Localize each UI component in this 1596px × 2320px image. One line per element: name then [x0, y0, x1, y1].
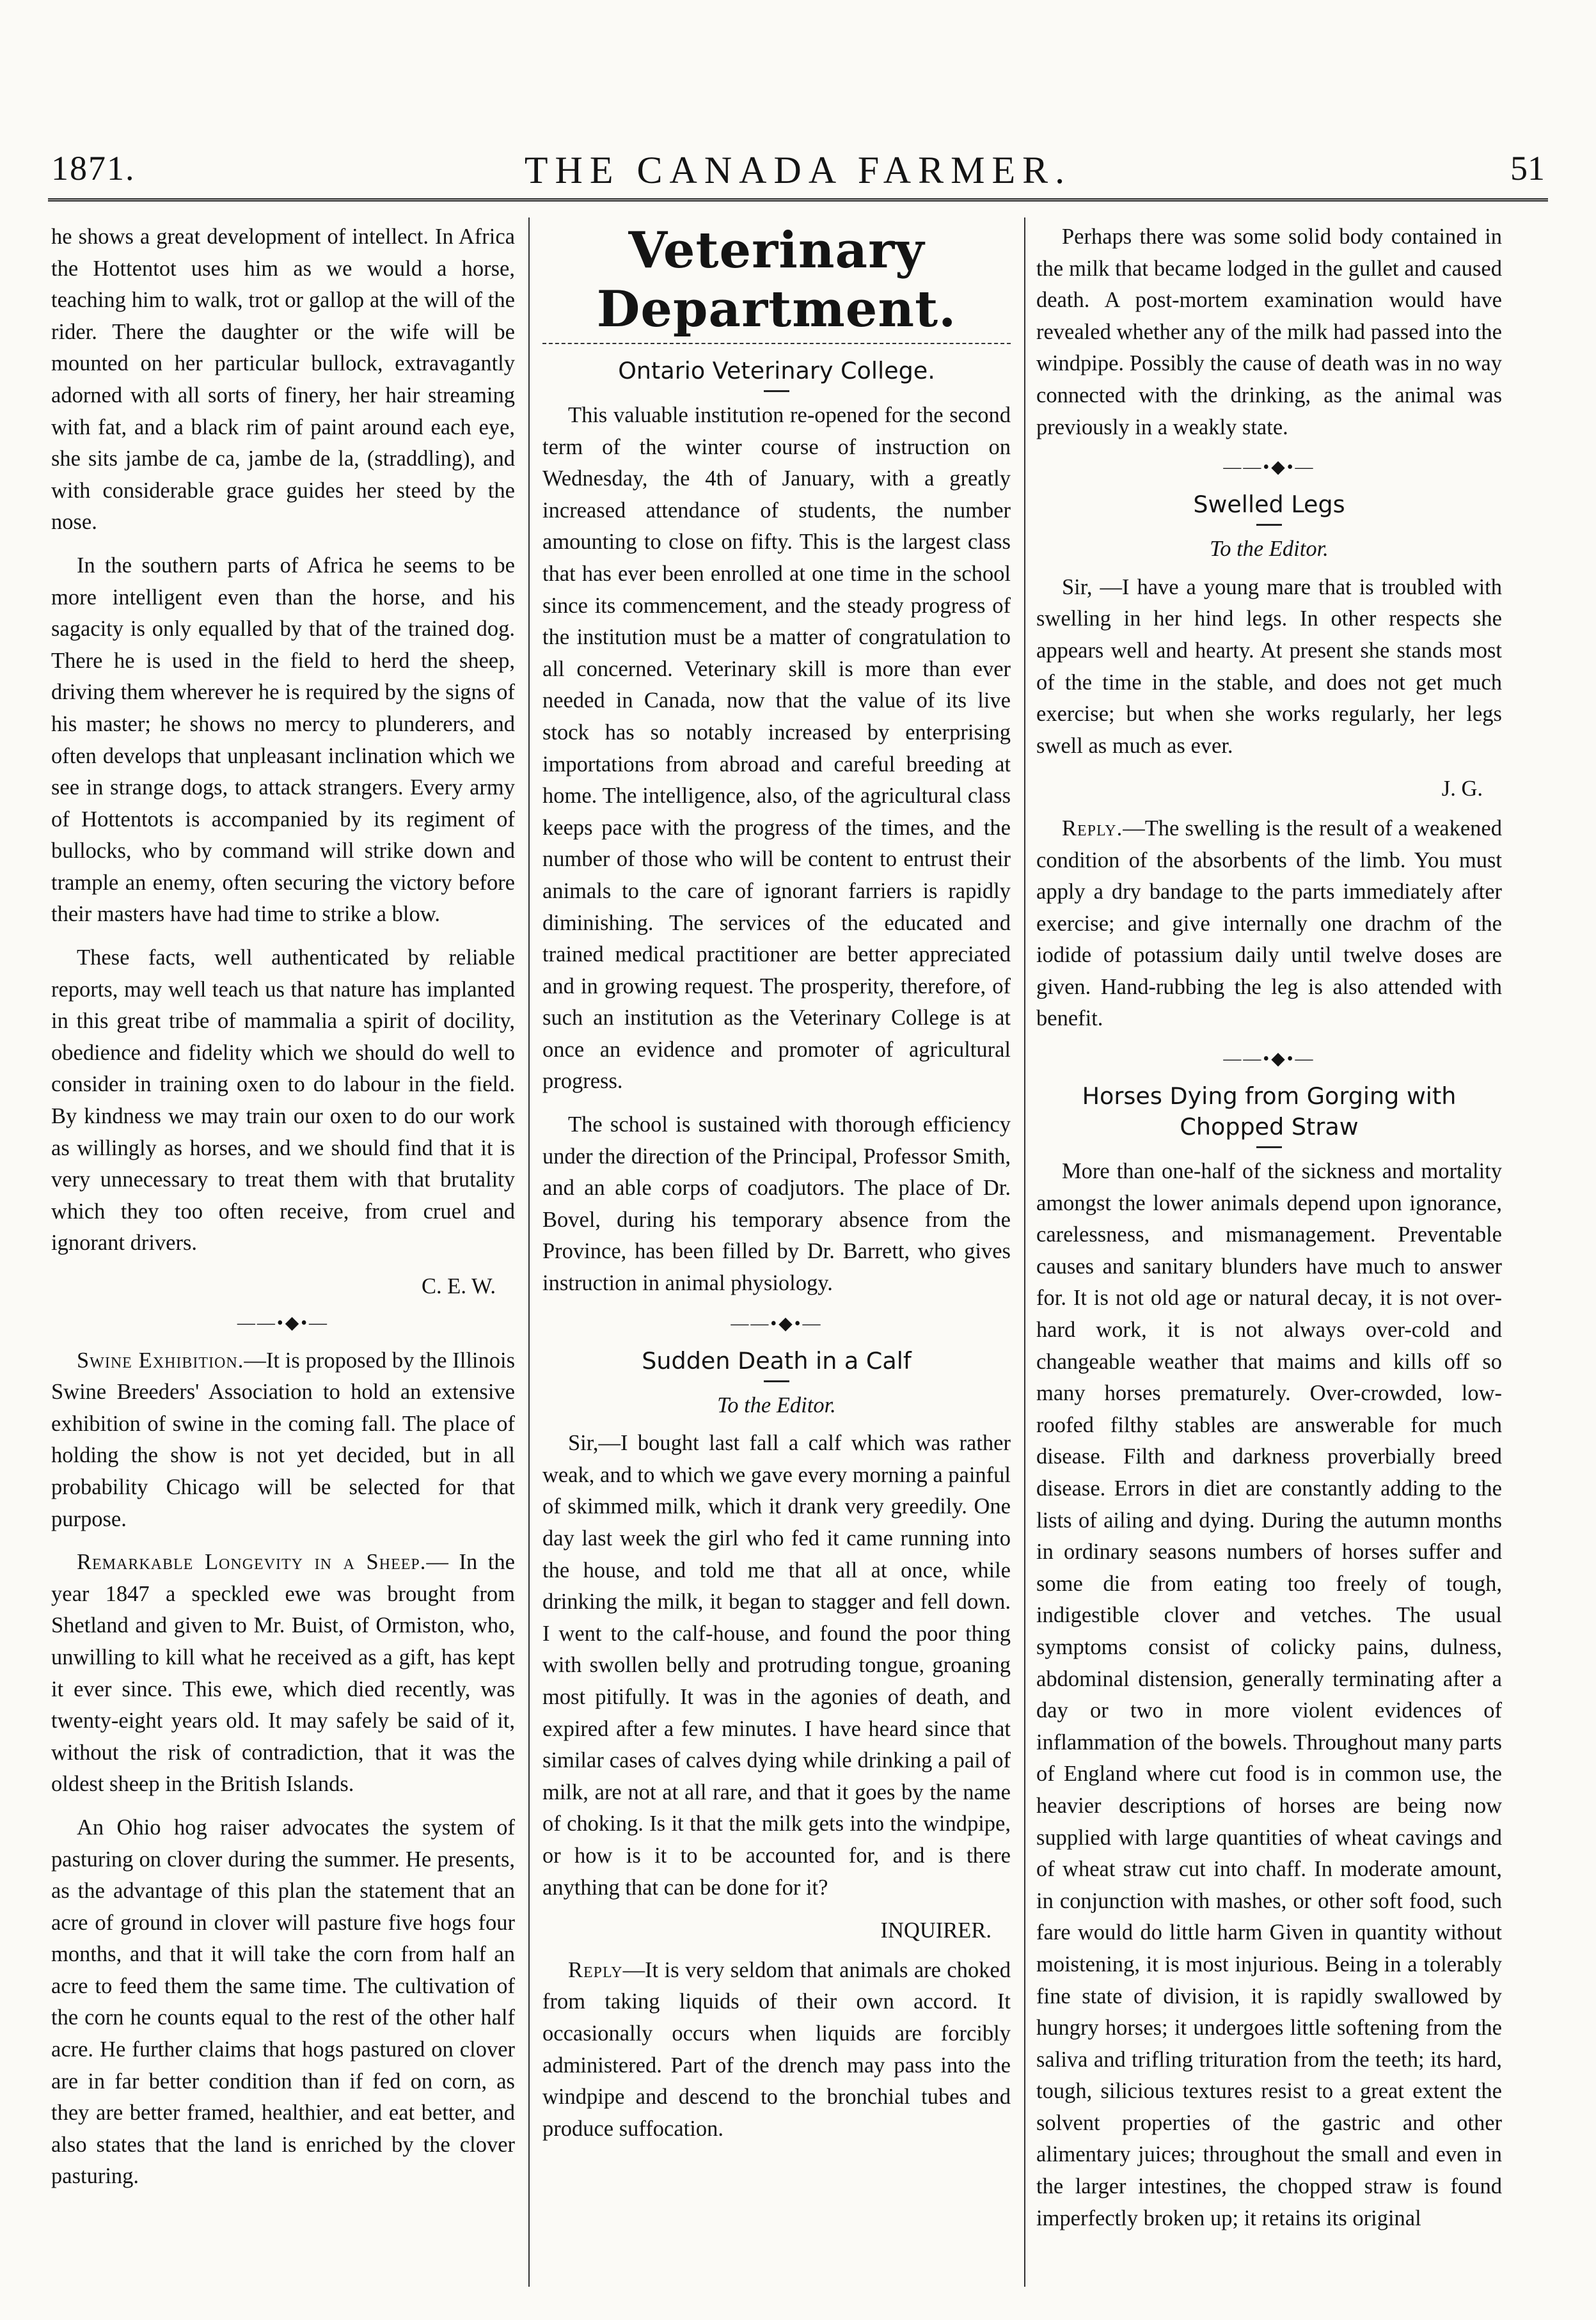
page-header	[51, 148, 1545, 206]
column-right	[1036, 221, 1502, 2246]
article-heading: Ontario Veterinary College.	[618, 357, 935, 384]
article-paragraph: An Ohio hog raiser advocates the system of pasturing on clover during the summer. He presents, as the advantage of this plan the statement that an acre of ground in clover will pasture five hogs four months, and that it will take the corn from half an acre to feed them the same time. The cultivation of the corn he counts equal to the rest of the other half acre. He further claims that hogs pastured on clover are in far better condition than if fed on corn, as they are better framed, healthier, and eat better, and also states that the land is enriched by the clover pasturing.	[51, 1815, 515, 2189]
news-item-swine	[51, 1345, 515, 1536]
item-text: —It is proposed by the Illinois Swine Breeders' Association to hold an extensive exhibition of swine in the coming fall. The place of holding the show is not yet decided, but in all probability Chicago will be selected for that purpose.	[51, 1348, 516, 1531]
column-left	[51, 221, 515, 2204]
section-ornament: ——•◆•—	[731, 1313, 823, 1334]
article-paragraph: he shows a great development of intellect. In Africa the Hottentot uses him as we would a horse, teaching him to walk, trot or gallop at the will of the rider. There the daughter or the wife will be mounted on her particular bullock, extravagantly adorned with all sorts of finery, her hair streaming with fat, and a black rim of paint around each eye, she sits jambe de ca, jambe de la, (straddling), and with considerable grace guides her steed by the nose.	[51, 225, 515, 535]
section-ornament: ——•◆•—	[1223, 1049, 1315, 1069]
reply-lead: Reply	[568, 1957, 623, 1982]
letter-signature: J. G.	[1441, 777, 1483, 801]
letter-body: Sir,—I bought last fall a calf which was rather weak, and to which we gave every morning a painful of skimmed milk, which it drank very greedily. One day last week the girl who fed it came running into the house, and told me that all at once, while drinking the milk, it began to stagger and fell down. I went to the calf-house, and found the poor thing with swollen belly and protruding tongue, groaning most pitifully. It was in the agonies of death, and expired after a few minutes. I have heard since that similar cases of calves dying while drinking a pail of milk, are not at all rare, and that it goes by the name of choking. Is it that the milk gets into the windpipe, or how is it to be accounted for, and is there anything that can be done for it?	[542, 1431, 1011, 1900]
item-text: — In the year 1847 a speckled ewe was brought from Shetland and given to Mr. Buist, of Ormiston, who, unwilling to kill what he received as a gift, has kept it ever since. This ewe, which died recently, was twenty-eight years old. It may safely be said of it, without the risk of contradiction, that it was the oldest sheep in the British Islands.	[51, 1550, 515, 1797]
letter-signature: INQUIRER.	[880, 1918, 992, 1943]
reply-lead: Reply.	[1062, 816, 1123, 840]
reply-text: —The swelling is the result of a weakened condition of the absorbents of the limb. You must apply a dry bandage to the parts immediately after exercise; and give internally one drachm of the iodide of potassium daily until twelve doses are given. Hand-rubbing the leg is also attended with benefit.	[1036, 816, 1502, 1031]
item-lead: Swine Exhibition.	[77, 1348, 244, 1373]
section-ornament: ——•◆•—	[237, 1313, 329, 1333]
article-paragraph: More than one-half of the sickness and mortality amongst the lower animals depend upon ignorance, carelessness, and mismanagement. Preventable causes and sanitary blunders have much to answer for. It is not old age or natural decay, it is not over-hard work, it is not always over-cold and changeable weather that maims and kills off so many horses prematurely. Over-crowded, low-roofed filthy stables are answerable for much disease. Filth and darkness proverbially breed disease. Errors in diet are constantly adding to the lists of ailing and dying. During the autumn months in ordinary seasons numbers of horses suffer and some die from eating too freely of tough, indigestible clover and vetches. The usual symptoms consist of colicky pains, dulness, abdominal distension, generally terminating after a day or two in more violent evidences of inflammation of the bowels. Throughout many parts of England where cut food is in common use, the heavier descriptions of horses are being now supplied with large quantities of wheat cavings and of wheat straw cut into chaff. In moderate amount, in conjunction with mashes, or other soft food, such fare would do little harm Given in quantity without moistening, it is most injurious. Being in a tolerably fine state of division, it is rapidly swallowed by hungry horses; it undergoes little softening from the saliva and trifling trituration from the teeth; its hard, tough, silicious textures resist to a great extent the solvent properties of the gastric and other alimentary juices; throughout the small and even in the larger intestines, the chopped straw is found imperfectly broken up; it retains its original	[1036, 1159, 1502, 2230]
letter-address: To the Editor.	[717, 1393, 836, 1417]
article-paragraph: This valuable institution re-opened for the second term of the winter course of instruction on Wednesday, the 4th of January, with a greatly increased attendance of students, the number amounting to close on fifty. This is the largest class that has ever been enrolled at one time in the school since its commencement, and the steady progress of the institution must be a matter of congratulation to all concerned. Veterinary skill is more than ever needed in Canada, now that the value of its live stock has so notably increased by enterprising importations from abroad and careful breeding at home. The intelligence, also, of the agricultural class keeps pace with the progress of the times, and the number of those who will be content to entrust their animals to the care of ignorant farriers is rapidly diminishing. The services of the educated and trained medical practitioner are better appreciated and in growing request. The prosperity, therefore, of such an institution as the Veterinary College is at once an evidence and promoter of agricultural progress.	[542, 403, 1011, 1094]
page-number: 51	[1510, 149, 1545, 187]
article-heading: Sudden Death in a Calf	[642, 1346, 912, 1375]
letter-body: Sir, —I have a young mare that is troubled with swelling in her hind legs. In other respects she appears well and hearty. At present she stands most of the time in the stable, and does not get much exercise; but when she works regularly, her legs swell as much as ever.	[1036, 574, 1502, 758]
header-rule	[48, 198, 1548, 201]
section-ornament: ——•◆•—	[1223, 457, 1315, 478]
masthead-title: THE CANADA FARMER.	[524, 149, 1072, 191]
heading-dash	[764, 390, 789, 392]
heading-dash	[1256, 524, 1282, 526]
author-signature: C. E. W.	[422, 1274, 496, 1298]
reply-paragraph	[1036, 813, 1502, 1035]
department-rule	[542, 343, 1011, 344]
header-year: 1871.	[51, 149, 136, 187]
column-divider	[528, 217, 530, 2287]
column-divider	[1024, 217, 1025, 2287]
article-heading: Horses Dying from Gorging with Chopped Straw	[1082, 1082, 1457, 1141]
article-paragraph: The school is sustained with thorough efficiency under the direction of the Principal, Professor Smith, and an able corps of coadjutors. The place of Dr. Bovel, during his temporary absence from the Province, has been filled by Dr. Barrett, who gives instruction in animal physiology.	[542, 1112, 1011, 1296]
letter-address: To the Editor.	[1210, 537, 1329, 562]
heading-dash	[1256, 1146, 1282, 1148]
article-paragraph: In the southern parts of Africa he seems to be more intelligent even than the horse, and his sagacity is only equalled by that of the trained dog. There he is used in the field to herd the sheep, driving them wherever he is required by the signs of his master; he shows no mercy to plunderers, and often develops that unpleasant inclination which we see in strange dogs, to attack strangers. Every army of Hottentots is accompanied by its regiment of bullocks, who by command will strike down and trample an enemy, often securing the victory before their masters have had time to strike a blow.	[51, 553, 515, 927]
article-paragraph: Perhaps there was some solid body contained in the milk that became lodged in the gullet and caused death. A post-mortem examination would have revealed whether any of the milk had passed into the windpipe. Possibly the cause of death was in no way connected with the drinking, as the animal was previously in a weakly state.	[1036, 225, 1502, 439]
article-paragraph: These facts, well authenticated by reliable reports, may well teach us that nature has implanted in this great tribe of mammalia a spirit of docility, obedience and fidelity which we should do well to consider in training oxen to do labour in the field. By kindness we may train our oxen to do our work as willingly as horses, and we should find that it is very unnecessary to treat them with that brutality which they too often receive, from cruel and ignorant drivers.	[51, 945, 515, 1256]
item-lead: Remarkable Longevity in a Sheep.	[77, 1550, 427, 1575]
reply-text: —It is very seldom that animals are choked from taking liquids of their own accord. It occasionally occurs when liquids are forcibly administered. Part of the drench may pass into the windpipe and descend to the bronchial tubes and produce suffocation.	[542, 1957, 1011, 2141]
department-title: Veterinary Department.	[596, 221, 957, 338]
column-middle	[542, 221, 1011, 2156]
article-heading: Swelled Legs	[1193, 491, 1345, 519]
reply-paragraph	[542, 1955, 1011, 2145]
heading-dash	[764, 1380, 789, 1382]
news-item-sheep	[51, 1547, 515, 1801]
